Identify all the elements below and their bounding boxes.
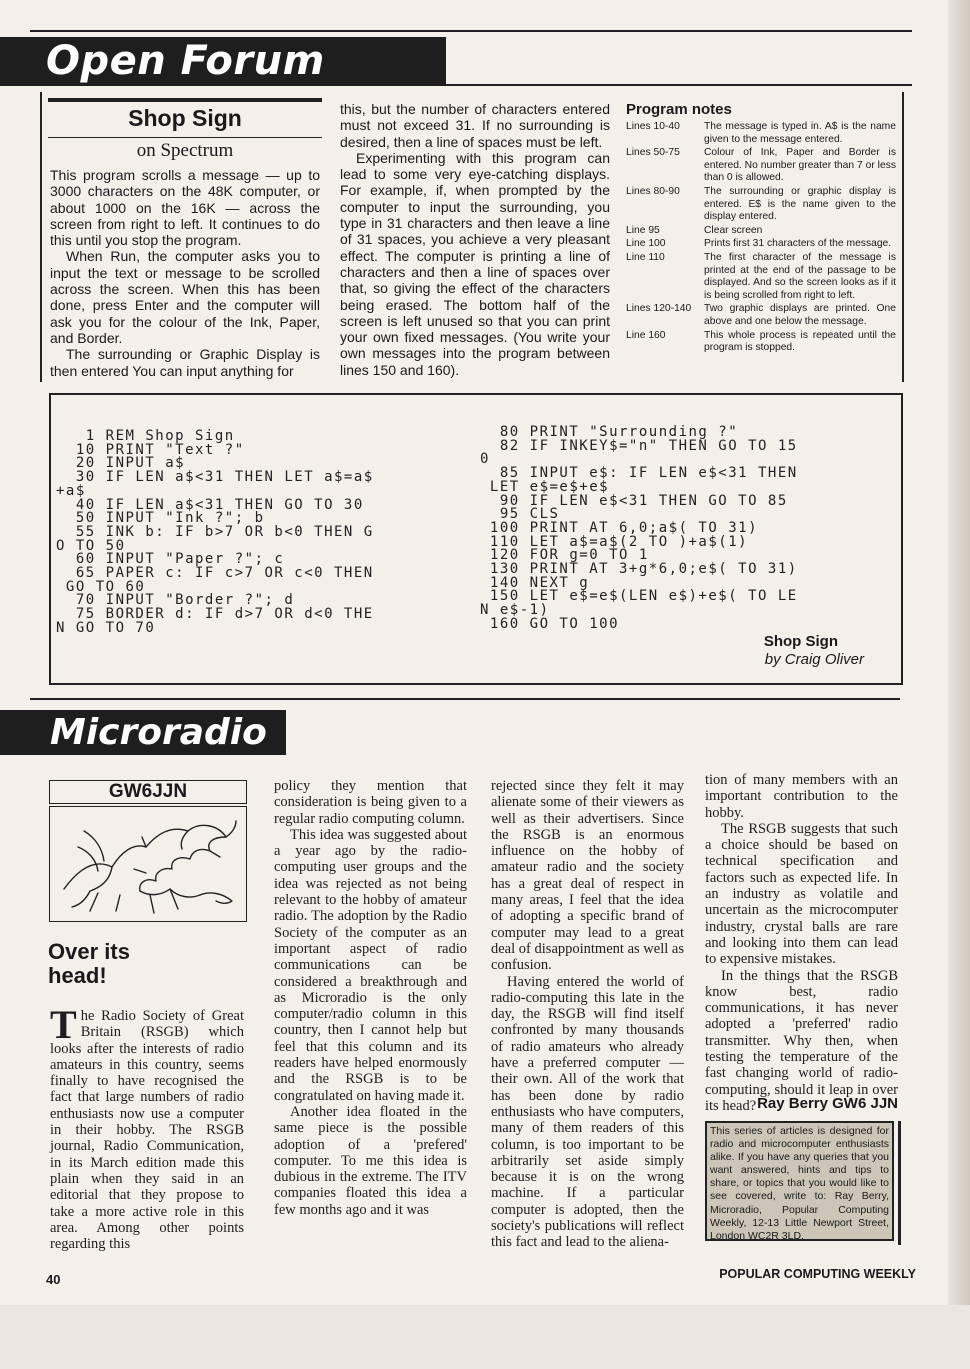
program-note-lines: Lines 10-40: [626, 121, 680, 132]
paragraph: The surrounding or Graphic Display is then entered You can input anything for: [50, 346, 320, 379]
title-rule-bottom: [48, 137, 322, 138]
page-bottom-edge: [0, 1305, 970, 1369]
program-notes-heading: Program notes: [626, 101, 732, 118]
listing-right: 80 PRINT "Surrounding ?" 82 IF INKEY$="n" THEN GO TO 15 0 85 INPUT e$: IF LEN e$<31 THEN LET e$=e$+e$ 90 IF LEN e$<31 THEN GO TO 85 95 CLS 100 PRINT AT 6,0;a$( TO 31) 110 LET a$=a$(2 TO )+a$(1) 120 FOR g=0 TO 1 130 PRINT AT 3+g*6,0;e$( TO 31) 140 NEXT g 150 LET e$=e$(LEN e$)+e$( TO LE N e$-1) 160 GO TO 100: [480, 424, 798, 632]
microradio-column-4: [705, 772, 898, 1114]
program-note-row: [626, 252, 896, 302]
paragraph: Another idea floated in the same piece is the possible adoption of a 'prefered' computer. To me this idea is dubious in the extreme. The ITV companies floated this idea a few months ago and it was: [274, 1103, 467, 1218]
program-note-row: [626, 303, 896, 328]
paragraph: tion of many members with an important contribution to the hobby.: [705, 772, 898, 821]
magazine-name: POPULAR COMPUTING WEEKLY: [719, 1267, 916, 1281]
page-gutter-shadow: [948, 0, 970, 1369]
paragraph: Experimenting with this program can lead to some very eye-catching displays. For example, if, when prompted by the computer to input the surrounding, you type in 31 characters and then leave a line of 31 spaces, you achieve a very pleasant effect. The computer is printing a line of characters and then a line of spaces over that, so giving the effect of the characters being erased. The bottom half of the screen is left unused so that you can print your own fixed messages. (You write your own messages into the program between lines 150 and 160).: [340, 149, 610, 378]
welsh-dragon-illustration: [49, 806, 247, 922]
program-note-text: Clear screen: [704, 224, 763, 236]
paragraph: This program scrolls a message — up to 3000 characters on the 48K computer, or about 1000 on the 16K — across the screen from right to left. It continues to do this until you stop the program.: [50, 167, 320, 249]
microradio-column-3: [491, 778, 684, 1251]
program-note-row: [626, 147, 896, 185]
paragraph: When Run, the computer asks you to input the text or message to be scrolled across the screen. When this has been done, press Enter and the computer will ask you for the colour of the Ink, Paper, and Border.: [50, 248, 320, 346]
title-rule-top: [48, 98, 322, 102]
program-note-text: The message is typed in. A$ is the name given to the message entered.: [704, 121, 896, 145]
program-note-row: [626, 238, 896, 251]
program-note-row: [626, 186, 896, 224]
open-forum-banner: [0, 37, 446, 86]
program-note-text: Prints first 31 characters of the message.: [704, 238, 892, 250]
microradio-column-1: [50, 1002, 244, 1253]
drop-cap: T: [50, 1002, 77, 1047]
section-divider: [30, 698, 900, 700]
program-note-lines: Line 110: [626, 251, 665, 263]
program-note-lines: Lines 50-75: [626, 147, 680, 159]
article-title: Shop Sign: [128, 105, 242, 131]
paragraph: In the things that the RSGB know best, radio communications, it has never adopted a 'preferred' radio transmitter. Why then, when testing the temperature of the fast changing world of radio-computing, should it leap in over its head?: [705, 967, 898, 1114]
article-column-2: [340, 101, 610, 378]
microradio-headline: Over its head!: [48, 939, 130, 988]
boxout-text: This series of articles is designed for radio and microcomputer enthusiasts alike. If you have any queries that you want answered, hints and tips to share, or topics that you would like to see covered, write to: Ray Berry, Microradio, Popular Computing Weekly, 12-13 Little Newport Street, London WC2R 3LD.: [710, 1125, 889, 1242]
program-note-text: The first character of the message is printed at the end of the passage to be displayed. And so the screen looks as if it is being scrolled from right to left.: [704, 251, 896, 301]
paragraph: This idea was suggested about a year ago by the radio-computing user groups and the idea was rejected as not being relevant to the hobby of amateur radio. The adoption by the Radio Society of the computer as an important aspect of radio communications can be considered a breakthrough and as Microradio is the only computer/radio column in this country, then I cannot help but feel that this column and its readers have helped enormously and the RSGB is to be congratulated on having made it.: [274, 826, 467, 1104]
callsign: GW6JJN: [108, 781, 188, 802]
program-note-row: [626, 121, 896, 146]
article-subtitle: on Spectrum: [136, 140, 234, 161]
listing-credit-author: by Craig Oliver: [764, 651, 864, 668]
program-note-text: The surrounding or graphic display is entered. E$ is the name given to the display entered.: [704, 185, 896, 223]
program-note-text: This whole process is repeated until the program is stopped.: [704, 329, 896, 354]
listing-credit-title: Shop Sign: [763, 633, 838, 650]
page-number: 40: [46, 1272, 61, 1287]
dragon-icon: [50, 807, 246, 921]
microradio-right-rule: [898, 1121, 901, 1245]
program-note-text: Colour of Ink, Paper and Border is entered. No number greater than 7 or less than 0 is allowed.: [704, 147, 896, 184]
paragraph: policy they mention that consideration is being given to a regular radio computing column.: [274, 778, 467, 827]
microradio-banner: [0, 710, 286, 755]
article-column-1: [50, 167, 320, 379]
signature: Ray Berry GW6 JJN: [757, 1095, 898, 1112]
paragraph: [50, 1002, 244, 1253]
paragraph: The RSGB suggests that such a choice should be based on technical specification and factors such as expected life. In an industry as volatile and uncertain as the microcomputer industry, crystal balls are rare and looking into them can lead to expensive mistakes.: [705, 820, 898, 968]
microradio-column-2: [274, 778, 467, 1218]
microradio-title: Microradio: [50, 712, 267, 753]
open-forum-rule: [446, 84, 912, 86]
open-forum-title: Open Forum: [46, 38, 325, 84]
program-note-lines: Line 160: [626, 329, 666, 341]
paragraph: rejected since they felt it may alienate some of their viewers as well as their advertisers. Since the RSGB is an enormous influence on the hobby of amateur radio and the society has a great deal of respect in many areas, I feel that the idea of adopting a specific brand of computer may lead to a great deal of disappointment as well as confusion.: [491, 778, 684, 974]
paragraph: this, but the number of characters entered must not exceed 31. If no surrounding is desired, then a line of spaces must be left.: [340, 101, 610, 150]
paragraph: Having entered the world of radio-computing this late in the day, the RSGB will find itself confronted by many thousands of radio amateurs who already have a preferred computer — their own. All of the work that has been done by radio enthusiasts who have computers, many of them readers of this column, is too important to be arbitrarily set aside simply because it is on the wrong machine. If a particular computer is adopted, then the society's publications will reflect this fact and lead to the aliena-: [491, 973, 684, 1251]
program-note-lines: Lines 80-90: [626, 185, 680, 197]
program-notes: [626, 101, 896, 356]
program-note-lines: Lines 120-140: [626, 303, 692, 315]
program-note-row: [626, 225, 896, 238]
program-note-lines: Line 95: [626, 224, 660, 236]
program-note-row: [626, 330, 896, 355]
boxout: [705, 1121, 894, 1241]
top-rule: [30, 30, 912, 32]
callsign-box: [49, 780, 247, 804]
program-note-text: Two graphic displays are printed. One above and one below the message.: [704, 303, 896, 327]
paragraph-text: he Radio Society of Great Britain (RSGB) which looks after the interests of radio amateurs in this country, seems finally to have recognised the fact that large numbers of radio enthusiasts now use a computer in their hobby. The RSGB journal, Radio Communication, in its March edition made this plain when they said in an editorial that they propose to take a more active role in this area. Among other points regarding this: [50, 1008, 244, 1253]
program-note-lines: Line 100: [626, 238, 666, 250]
listing-left: 1 REM Shop Sign 10 PRINT "Text ?" 20 INPUT a$ 30 IF LEN a$<31 THEN LET a$=a$ +a$ 40 IF LEN a$<31 THEN GO TO 30 50 INPUT "Ink ?"; b 55 INK b: IF b>7 OR b<0 THEN G O TO 50 60 INPUT "Paper ?"; c 65 PAPER c: IF c>7 OR c<0 THEN GO TO 60 70 INPUT "Border ?"; d 75 BORDER d: IF d>7 OR d<0 THE N GO TO 70: [56, 428, 374, 636]
